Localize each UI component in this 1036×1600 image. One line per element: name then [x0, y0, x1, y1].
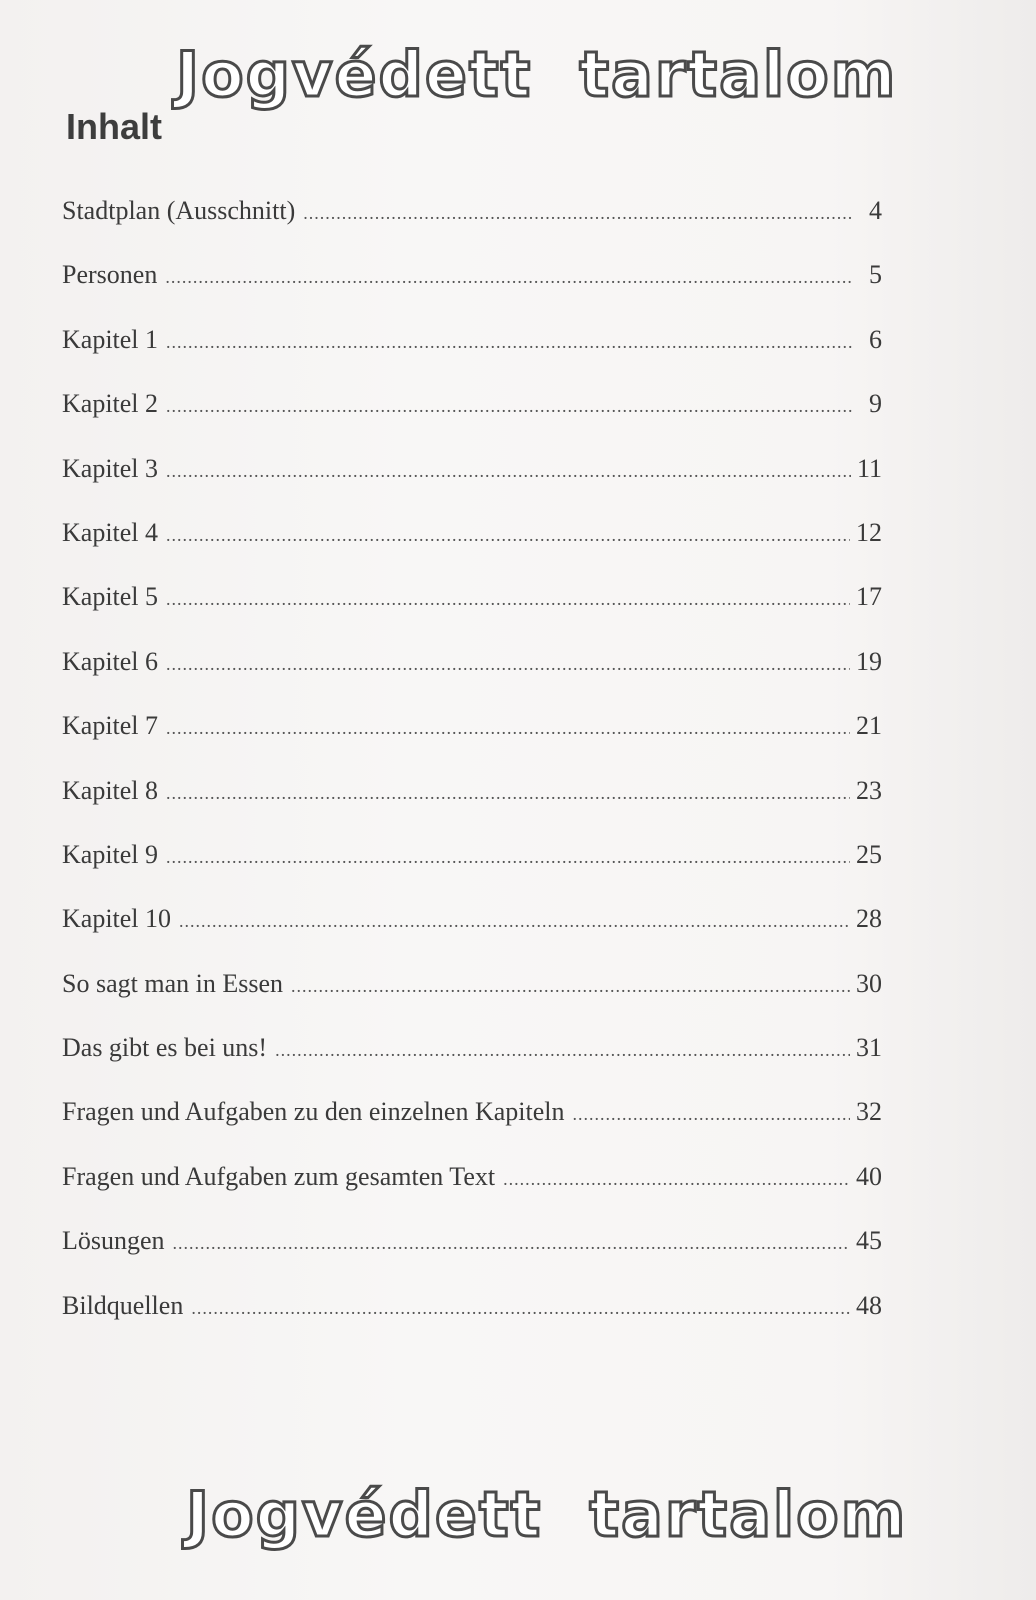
toc-entry-label: Kapitel 1 — [62, 324, 159, 354]
watermark-bottom: Jogvédett tartalom — [186, 1478, 908, 1551]
toc-entry-page: 11 — [856, 453, 882, 483]
toc-entry — [62, 647, 882, 711]
toc-leader-dots — [503, 1169, 850, 1190]
toc-leader-dots — [166, 525, 850, 546]
toc-entry-label: Kapitel 2 — [62, 389, 159, 419]
toc-entry-label: Kapitel 8 — [62, 775, 159, 805]
toc-entry-page: 30 — [856, 968, 882, 998]
toc-leader-dots — [173, 1233, 850, 1254]
toc-entry-page: 48 — [856, 1290, 882, 1320]
toc-entry-page: 32 — [856, 1097, 882, 1127]
toc-entry-label: Kapitel 9 — [62, 839, 159, 869]
toc-entry-page: 40 — [856, 1161, 882, 1191]
toc-entry-label: Kapitel 3 — [62, 453, 159, 483]
toc-leader-dots — [166, 847, 850, 868]
table-of-contents — [62, 196, 882, 1355]
toc-entry-label: Kapitel 7 — [62, 711, 159, 741]
toc-leader-dots — [166, 654, 850, 675]
toc-entry-page: 5 — [869, 260, 882, 290]
toc-entry — [62, 1097, 882, 1161]
toc-entry — [62, 1226, 882, 1290]
toc-entry-label: Personen — [62, 260, 158, 290]
toc-entry — [62, 325, 882, 389]
toc-entry-page: 28 — [856, 904, 882, 934]
toc-entry-label: Kapitel 6 — [62, 646, 159, 676]
toc-leader-dots — [275, 1040, 850, 1061]
toc-leader-dots — [166, 718, 850, 739]
toc-leader-dots — [179, 911, 850, 932]
toc-leader-dots — [166, 332, 852, 353]
toc-entry-label: So sagt man in Essen — [62, 968, 283, 998]
toc-entry-page: 31 — [856, 1033, 882, 1063]
toc-leader-dots — [166, 461, 851, 482]
toc-entry — [62, 711, 882, 775]
toc-entry-page: 25 — [856, 839, 882, 869]
page-title: Inhalt — [66, 106, 162, 147]
toc-entry — [62, 1162, 882, 1226]
toc-leader-dots — [165, 267, 852, 288]
toc-leader-dots — [166, 783, 850, 804]
toc-entry-label: Fragen und Aufgaben zu den einzelnen Kapiteln — [62, 1097, 565, 1127]
toc-entry-page: 6 — [869, 324, 882, 354]
toc-entry-page: 9 — [869, 389, 882, 419]
toc-entry-label: Das gibt es bei uns! — [62, 1033, 268, 1063]
toc-entry-page: 45 — [856, 1226, 882, 1256]
toc-entry-page: 4 — [869, 196, 882, 225]
toc-entry-label: Fragen und Aufgaben zum gesamten Text — [62, 1161, 496, 1191]
toc-leader-dots — [166, 396, 852, 417]
toc-leader-dots — [573, 1104, 851, 1125]
toc-leader-dots — [303, 203, 852, 224]
toc-leader-dots — [191, 1298, 850, 1319]
toc-entry — [62, 260, 882, 324]
toc-entry-page: 23 — [856, 775, 882, 805]
toc-entry — [62, 1291, 882, 1355]
toc-entry — [62, 389, 882, 453]
toc-entry — [62, 196, 882, 260]
toc-entry-label: Lösungen — [62, 1226, 165, 1256]
toc-entry-page: 12 — [856, 517, 882, 547]
toc-leader-dots — [291, 976, 850, 997]
toc-entry — [62, 582, 882, 646]
toc-entry-label: Kapitel 5 — [62, 582, 159, 612]
watermark-top: Jogvédett tartalom — [176, 38, 898, 111]
toc-entry-label: Stadtplan (Ausschnitt) — [62, 196, 296, 225]
toc-entry — [62, 904, 882, 968]
toc-entry — [62, 454, 882, 518]
toc-entry — [62, 776, 882, 840]
toc-entry-label: Kapitel 4 — [62, 517, 159, 547]
toc-entry — [62, 969, 882, 1033]
toc-entry-page: 21 — [856, 711, 882, 741]
toc-entry-label: Bildquellen — [62, 1290, 184, 1320]
toc-entry — [62, 840, 882, 904]
toc-entry-label: Kapitel 10 — [62, 904, 172, 934]
toc-entry — [62, 518, 882, 582]
toc-entry-page: 19 — [856, 646, 882, 676]
toc-entry — [62, 1033, 882, 1097]
toc-leader-dots — [166, 589, 850, 610]
toc-entry-page: 17 — [856, 582, 882, 612]
